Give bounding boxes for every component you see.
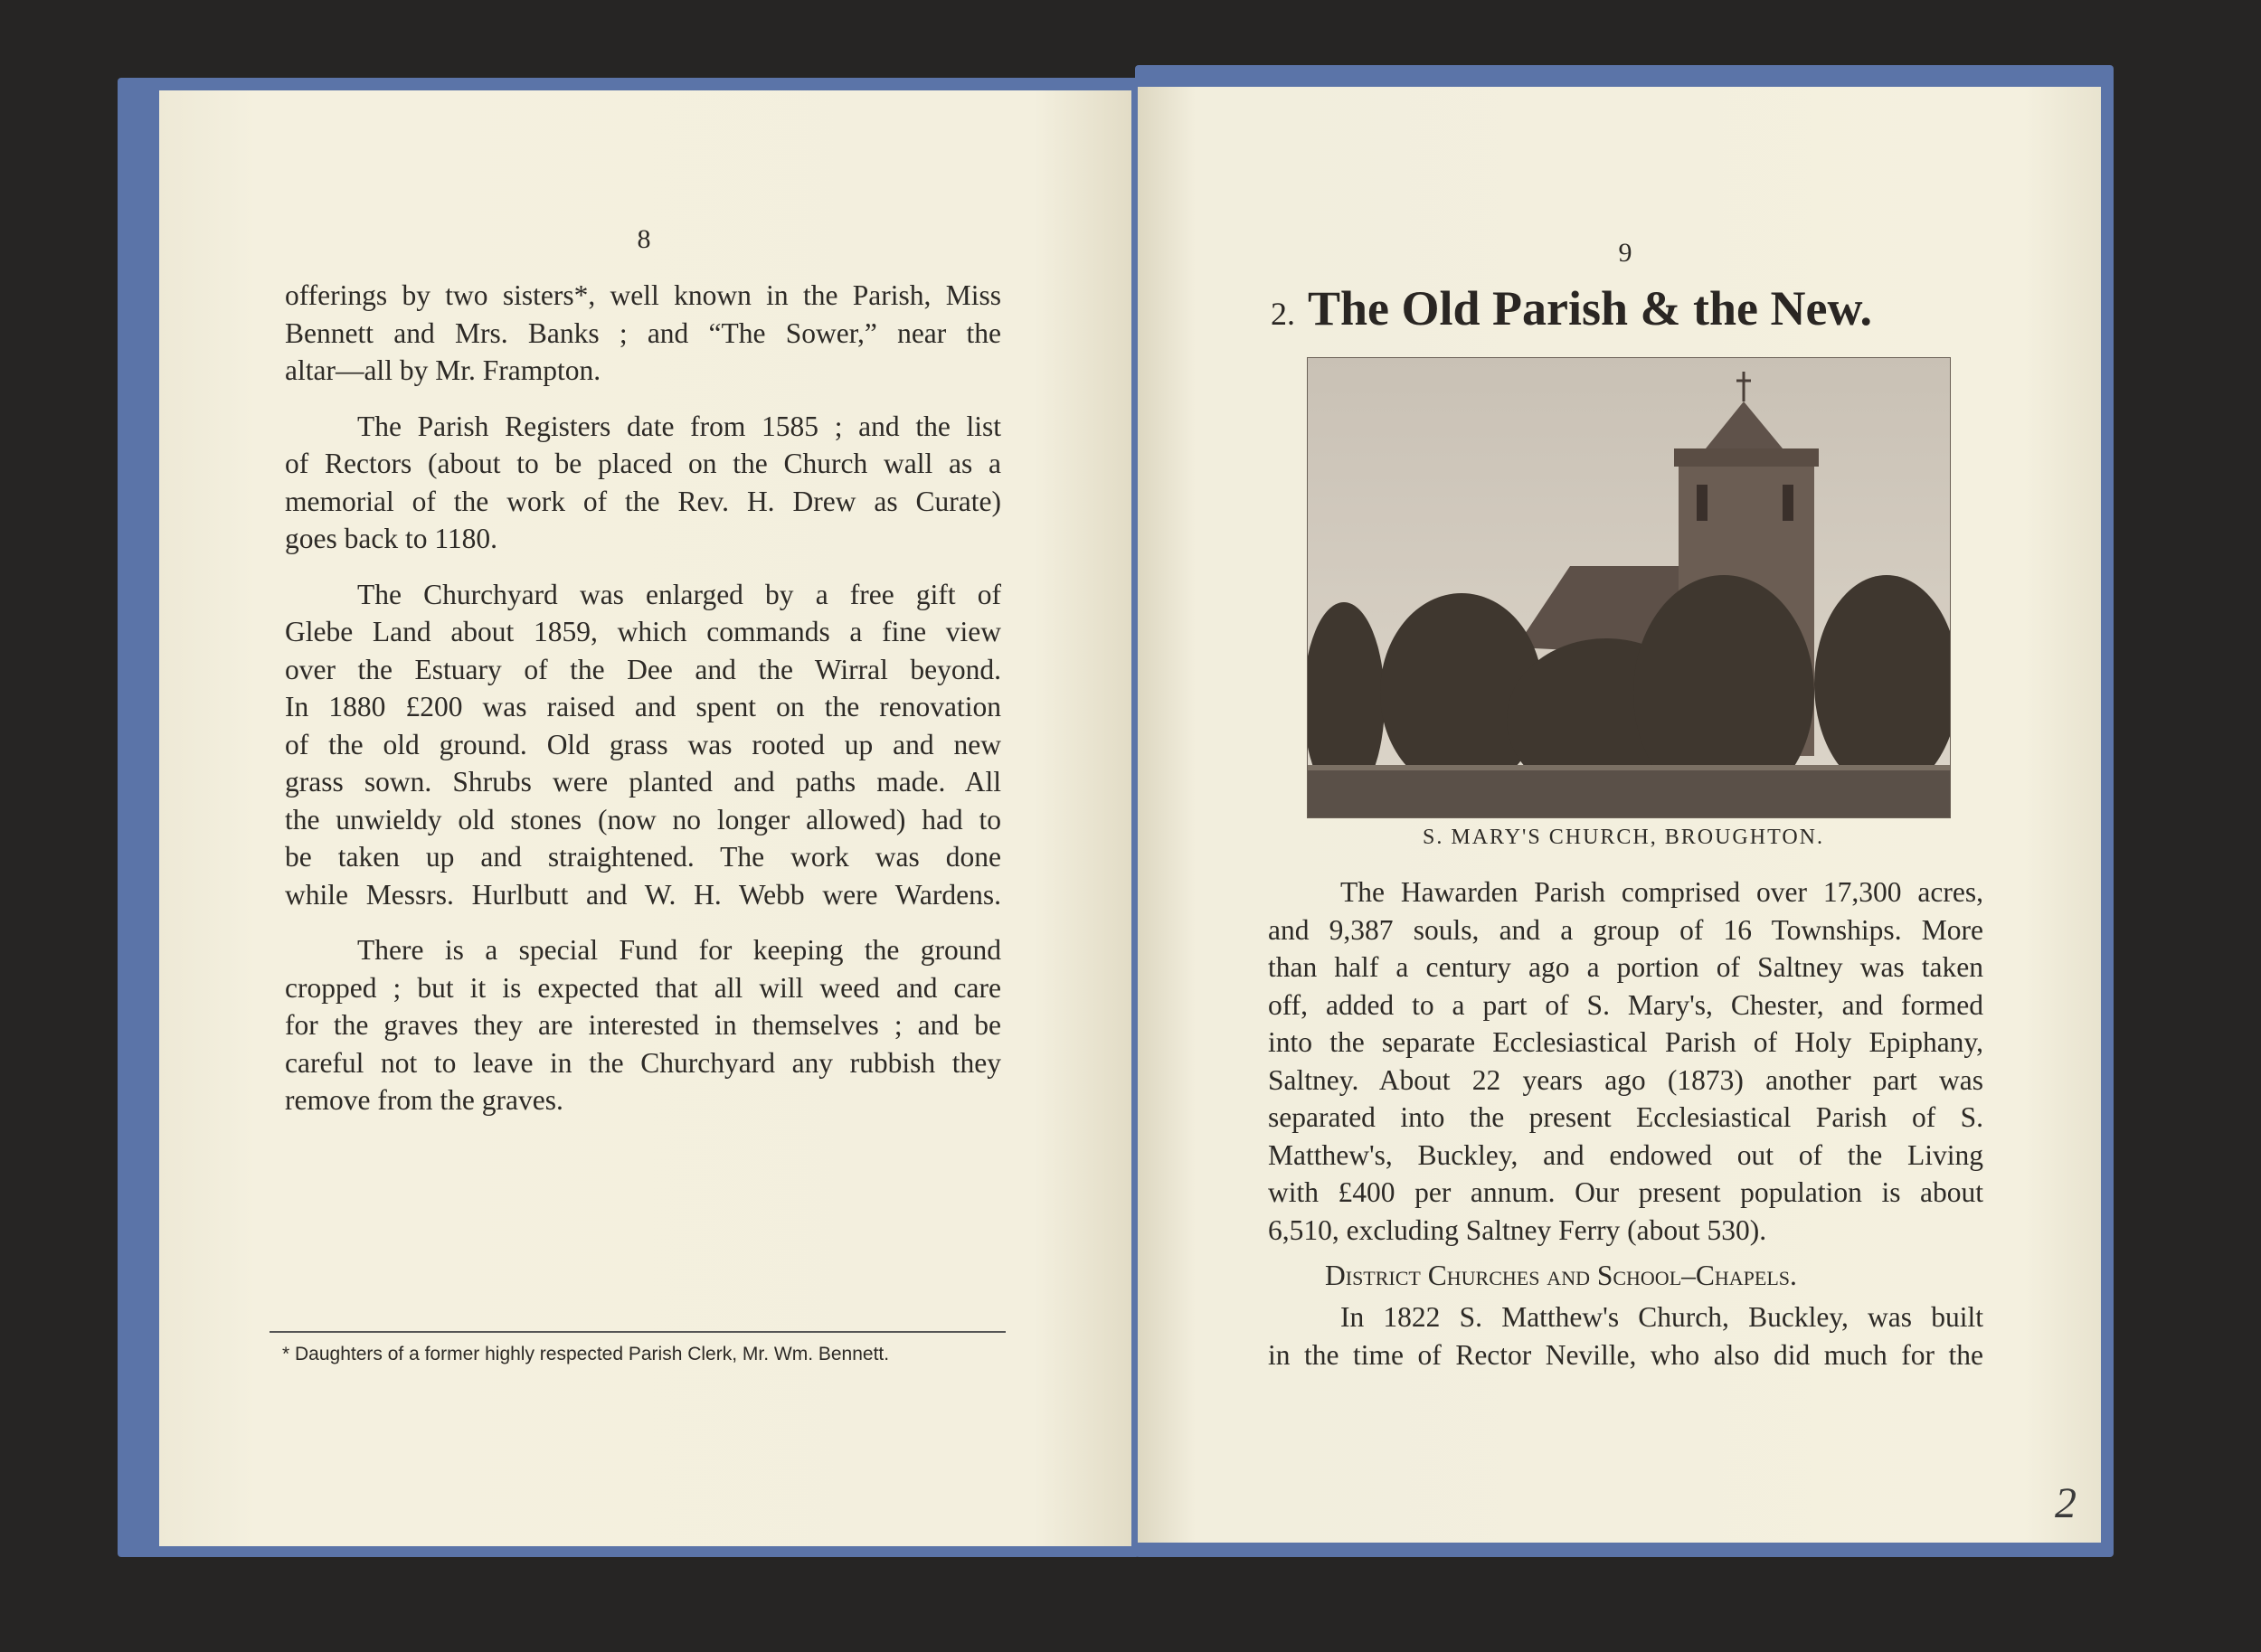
paragraph xyxy=(285,576,1001,914)
section-number: 2. xyxy=(1271,296,1295,332)
text-line: In 1880 £200 was raised and spent on the renovation xyxy=(285,691,1001,722)
text-line: Matthew's, Buckley, and endowed out of the Living xyxy=(1268,1138,1983,1171)
text-line: while Messrs. Hurlbutt and W. H. Webb were Wardens. xyxy=(285,878,1001,911)
paragraph xyxy=(285,408,1001,558)
text-line: into the separate Ecclesiastical Parish of Holy Epiphany, xyxy=(1268,1026,1983,1058)
paragraph xyxy=(285,931,1001,1119)
church-photo xyxy=(1307,357,1951,818)
heading-text: The Old Parish & the New. xyxy=(1308,281,1873,335)
footnote: * Daughters of a former highly respected Parish Clerk, Mr. Wm. Bennett. xyxy=(282,1344,890,1364)
church-photo-image xyxy=(1308,358,1950,817)
text-line: Bennett and Mrs. Banks ; and “The Sower,” near the xyxy=(285,316,1001,349)
footnote-rule xyxy=(270,1331,1006,1333)
text-line: cropped ; but it is expected that all will weed and care xyxy=(285,971,1001,1004)
text-line: Saltney. About 22 years ago (1873) another part was xyxy=(1268,1063,1983,1096)
text-line: goes back to 1180. xyxy=(285,523,498,554)
text-line: off, added to a part of S. Mary's, Chester, and formed xyxy=(1268,988,1983,1021)
photo-caption: S. MARY'S CHURCH, BROUGHTON. xyxy=(1423,826,1824,849)
text-line: separated into the present Ecclesiastical Parish of S. xyxy=(1268,1101,1983,1133)
text-line: offerings by two sisters*, well known in the Parish, Miss xyxy=(285,279,1001,311)
text-line: than half a century ago a portion of Saltney was taken xyxy=(1268,951,1983,983)
text-line: altar—all by Mr. Frampton. xyxy=(285,354,601,386)
chapter-heading xyxy=(1271,280,1872,336)
text-line: of the old ground. Old grass was rooted up and new xyxy=(285,728,1001,760)
text-line: careful not to leave in the Churchyard any rubbish they xyxy=(285,1046,1001,1079)
paragraph xyxy=(1268,1298,1983,1374)
text-line: There is a special Fund for keeping the ground xyxy=(357,934,1001,966)
text-line: The Hawarden Parish comprised over 17,300 acres, xyxy=(1340,876,1983,908)
text-line: In 1822 S. Matthew's Church, Buckley, was built xyxy=(1340,1301,1983,1333)
text-line: over the Estuary of the Dee and the Wirral beyond. xyxy=(285,653,1001,685)
paragraph xyxy=(1268,873,1983,1249)
paragraph xyxy=(285,277,1001,390)
right-text xyxy=(1268,873,1983,1374)
text-line: 6,510, excluding Saltney Ferry (about 530). xyxy=(1268,1213,1767,1246)
text-line: be taken up and straightened. The work was done xyxy=(285,841,1001,873)
text-line: remove from the graves. xyxy=(285,1084,563,1116)
text-line: grass sown. Shrubs were planted and paths made. All xyxy=(285,766,1001,798)
text-line: memorial of the work of the Rev. H. Drew as Curate) xyxy=(285,485,1001,517)
page-number: 9 xyxy=(1618,238,1632,268)
text-line: in the time of Rector Neville, who also did much for the xyxy=(1268,1338,1983,1371)
left-text xyxy=(285,277,1001,1119)
text-line: the unwieldy old stones (now no longer allowed) had to xyxy=(285,803,1001,835)
text-line: of Rectors (about to be placed on the Church wall as a xyxy=(285,448,1001,479)
text-line: The Churchyard was enlarged by a free gift of xyxy=(357,578,1001,610)
text-line: and 9,387 souls, and a group of 16 Townships. More xyxy=(1268,913,1983,946)
text-line: Glebe Land about 1859, which commands a fine view xyxy=(285,616,1001,647)
text-line: for the graves they are interested in themselves ; and be xyxy=(285,1009,1001,1041)
page-number: 8 xyxy=(637,224,651,254)
text-line: with £400 per annum. Our present population is about xyxy=(1268,1176,1983,1208)
text-line: The Parish Registers date from 1585 ; and the list xyxy=(357,410,1001,442)
subheading: District Churches and School–Chapels. xyxy=(1325,1260,1797,1291)
handwritten-page-mark: 2 xyxy=(2055,1479,2077,1527)
